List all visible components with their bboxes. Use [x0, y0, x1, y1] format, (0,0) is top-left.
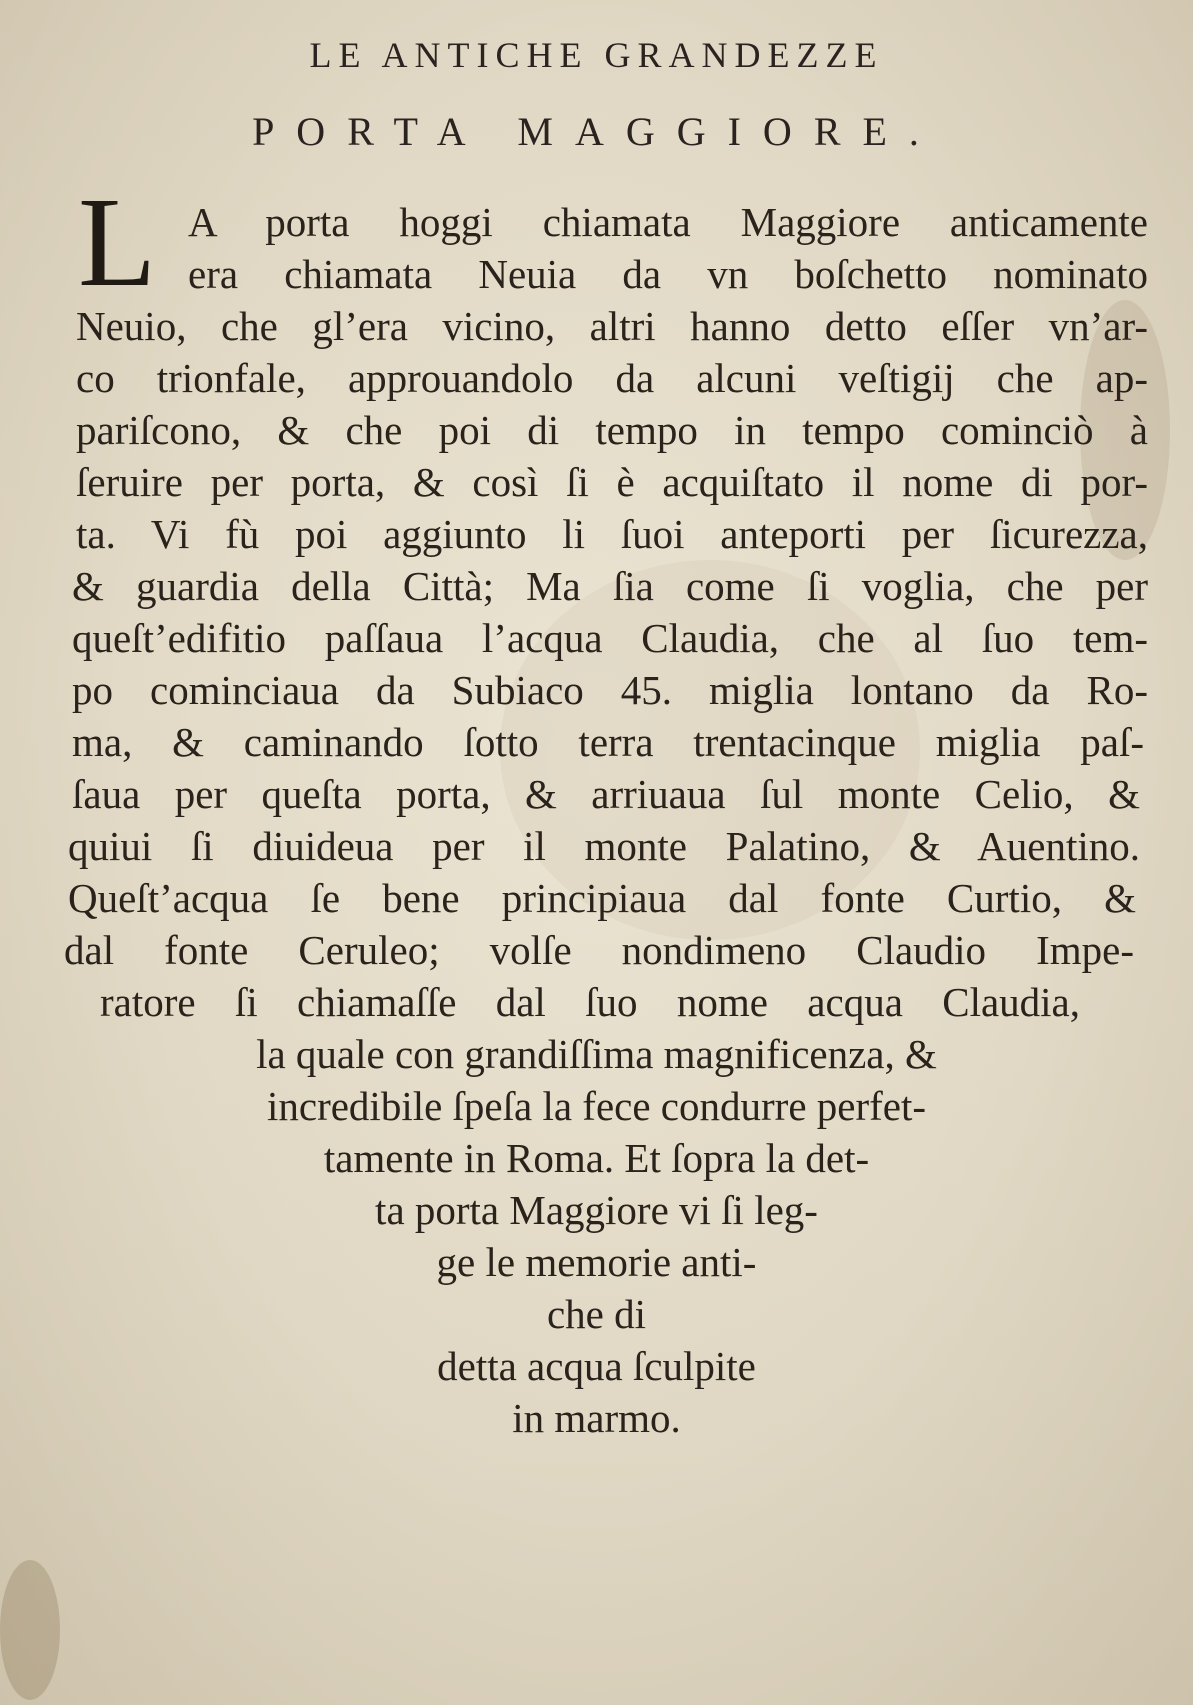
body-line: ma, & caminando ſotto terra trentacinque miglia paſ-	[72, 719, 1144, 765]
body-line: che di	[546, 1291, 647, 1337]
body-line: quiui ſi diuideua per il monte Palatino, & Auentino.	[68, 823, 1140, 869]
body-line: A porta hoggi chiamata Maggiore anticamente	[188, 199, 1148, 245]
body-line: Queſt’acqua ſe bene principiaua dal fonte Curtio, &	[68, 875, 1136, 921]
drop-cap: L	[78, 171, 157, 313]
body-line: detta acqua ſculpite	[437, 1343, 756, 1389]
body-line: la quale con grandiſſima magnificenza, &	[256, 1031, 937, 1077]
body-line: incredibile ſpeſa la fece condurre perfet-	[266, 1083, 927, 1129]
body-line: dal fonte Ceruleo; volſe nondimeno Claudio Impe-	[64, 927, 1134, 973]
body-line: ſaua per queſta porta, & arriuaua ſul monte Celio, &	[72, 771, 1140, 817]
body-line: co trionfale, approuandolo da alcuni veſtigij che ap-	[76, 355, 1148, 401]
body-line: ta. Vi fù poi aggiunto li ſuoi anteporti per ſicurezza,	[76, 511, 1148, 557]
body-line: Neuio, che gl’era vicino, altri hanno detto eſſer vn’ar-	[76, 303, 1148, 349]
running-head: LE ANTICHE GRANDEZZE	[309, 35, 884, 75]
body-line: & guardia della Città; Ma ſia come ſi voglia, che per	[72, 563, 1148, 609]
body-line: ratore ſi chiamaſſe dal ſuo nome acqua Claudia,	[100, 979, 1080, 1025]
body-line: queſt’edifitio paſſaua l’acqua Claudia, che al ſuo tem-	[72, 615, 1148, 661]
body-line: ta porta Maggiore vi ſi leg-	[375, 1187, 818, 1233]
body-line: ſeruire per porta, & così ſi è acquiſtato il nome di por-	[76, 459, 1148, 505]
section-title: PORTA MAGGIORE.	[252, 109, 941, 154]
foxing-stain	[0, 1560, 60, 1700]
body-line: in marmo.	[512, 1395, 681, 1441]
body-line: pariſcono, & che poi di tempo in tempo cominciò à	[76, 407, 1148, 453]
body-line: ge le memorie anti-	[436, 1239, 757, 1285]
body-line: po cominciaua da Subiaco 45. miglia lontano da Ro-	[72, 667, 1148, 713]
body-line: tamente in Roma. Et ſopra la det-	[323, 1135, 870, 1181]
body-line: era chiamata Neuia da vn boſchetto nominato	[188, 251, 1148, 297]
